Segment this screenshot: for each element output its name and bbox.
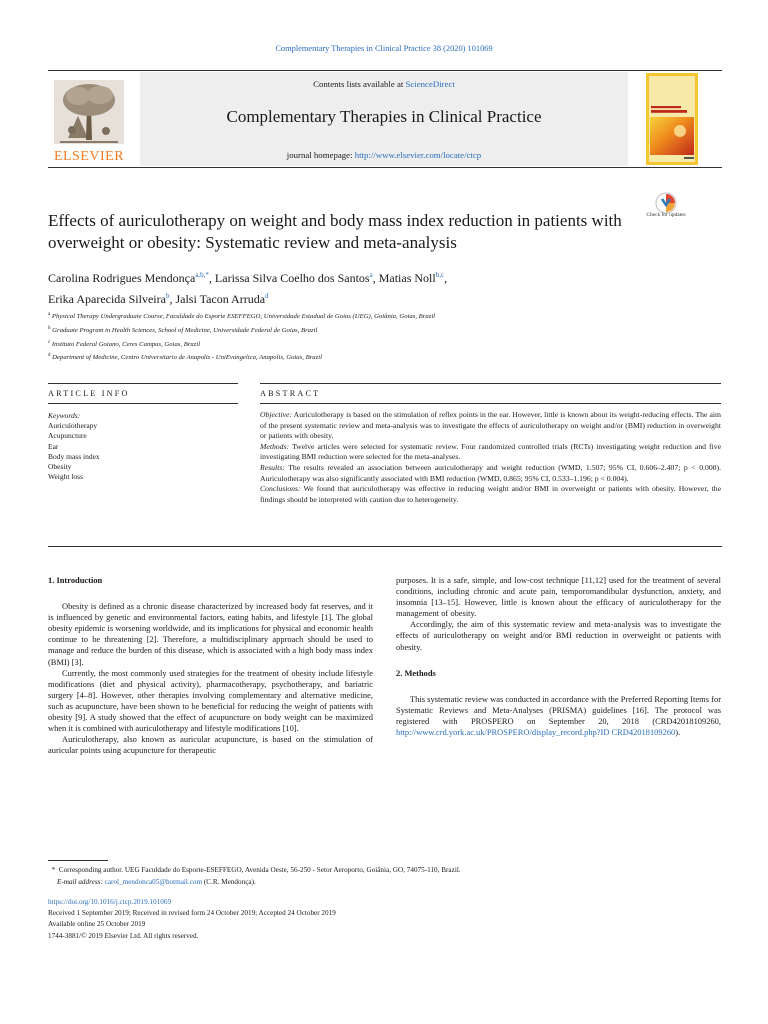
contents-prefix: Contents lists available at <box>313 79 406 89</box>
keyword-item: Obesity <box>48 462 72 472</box>
prospero-link[interactable]: http://www.crd.york.ac.uk/PROSPERO/display_record.php?ID CRD42018109260 <box>396 727 676 738</box>
doi-link[interactable]: https://doi.org/10.1016/j.ctcp.2019.101069 <box>48 898 172 906</box>
methods-paragraph <box>396 694 721 738</box>
affiliation-marker: c <box>48 339 51 345</box>
email-line <box>48 876 722 888</box>
keyword-item: Body mass index <box>48 451 100 461</box>
conclusions-text: We found that auriculotherapy was effective in reducing weight and/or BMI in overweight or patients with obesity. However, the findings should be interpreted with caution due to heterogeneity. <box>260 484 721 504</box>
corresponding-marker: * <box>51 866 56 874</box>
author-separator: , <box>208 271 215 285</box>
results-label: Results: <box>260 462 285 472</box>
available-online: Available online 25 October 2019 <box>48 920 146 929</box>
author-affiliation-marker[interactable]: d <box>265 292 269 300</box>
right-paragraph-1: purposes. It is a safe, simple, and low-cost technique [11,12] used for the treatment of several conditions, including chronic and acute pain, temporomandibular dysfunction, anxiety, and insomnia [13–15]. However, little is known about the efficacy of auriculotherapy for the management of obesity. <box>396 575 721 619</box>
author-list <box>48 266 668 308</box>
methods-text: Twelve articles were selected for systematic review. Four randomized controlled trials (RCTs) investigating weight reduction and five investigating BMI reduction were selected for the meta-analyses. <box>260 441 721 462</box>
journal-cover-thumbnail[interactable] <box>646 73 698 165</box>
objective-label: Objective: <box>260 410 293 419</box>
conclusions-label: Conclusions: <box>260 484 301 494</box>
corresponding-text: Corresponding author. UEG Faculdade do Esporte-ESEFFEGO, Avenida Oeste, 56-250 - Setor Aeroporto, Goiânia, GO, 74075-110, Brazil. <box>58 866 461 874</box>
abstract-objective <box>260 410 721 442</box>
masthead-bottom-rule <box>48 167 722 168</box>
author-affiliation-marker[interactable]: b <box>165 292 170 300</box>
intro-paragraph-3: Auriculotherapy, also known as auricular acupuncture, is based on the stimulation of auricular points using acupuncture for therapeutic <box>48 734 373 756</box>
author-affiliation-marker[interactable]: a,b,* <box>195 271 209 279</box>
methods-label: Methods: <box>260 441 290 451</box>
check-for-updates-icon[interactable] <box>648 191 684 231</box>
intro-paragraph-1: Obesity is defined as a chronic disease characterized by increased body fat reserves, and it is influenced by genetic and environmental factors, eating habits, and lifestyle [1]. The global obesity epidemic is worsening worldwide, and its implications for physical and economic health continue to be threatening [2]. Therefore, a multidisciplinary approach should be used to manage and reduce the burden of this disease, which is associated with a high body mass index (BMI) [3]. <box>48 601 374 667</box>
corresponding-author-note <box>48 864 722 876</box>
affiliation-marker: d <box>48 353 51 359</box>
masthead-top-rule <box>48 70 722 71</box>
methods-paragraph-text: This systematic review was conducted in accordance with the Preferred Reporting Items for Systematic Reviews and Meta-Analyses (PRISMA) guidelines [16]. The protocol was registered with PROSPERO on September 20, 2018 (CRD42018109260, <box>396 693 721 726</box>
keywords-label: Keywords: <box>48 411 81 420</box>
author-name[interactable]: Matias Noll <box>378 271 436 285</box>
results-text: The results revealed an association between auriculotherapy and weight reduction (WMD, 1.507; 95% CI, 0.606–2.407; p < 0.000). Auriculotherapy was also significantly associated with BMI reduction (WMD, 0.865; 95% CI, 0.533–1.196; p < 0.004). <box>260 462 721 483</box>
abstract-divider <box>260 403 721 404</box>
body-left-column <box>48 575 373 756</box>
author-affiliation-marker[interactable]: a <box>369 271 373 279</box>
keyword-item: Auriculotherapy <box>48 421 98 431</box>
keyword-item: Ear <box>48 441 59 451</box>
abstract-text <box>260 410 721 505</box>
intro-heading: 1. Introduction <box>48 575 103 585</box>
author-separator: , <box>372 271 379 285</box>
affiliation-item <box>48 337 668 351</box>
affiliation-text: Department of Medicine, Centro Universitario de Anapolis - UniEvangelica, Anapolis, Goias, Brazil <box>52 354 322 362</box>
homepage-label: journal homepage: <box>286 150 355 160</box>
email-suffix: (C.R. Mendonça). <box>202 878 256 886</box>
copyright: 1744-3881/© 2019 Elsevier Ltd. All rights reserved. <box>48 931 199 940</box>
keywords-block <box>48 411 238 482</box>
intro-paragraph-2: Currently, the most commonly used strategies for the treatment of obesity include lifestyle modifications (diet and physical activity), pharmacotherapy, psychotherapy, and bariatric surgery [4–8]. However, other therapies involving complementary and alternative medicine, such as acupuncture, have been shown to be beneficial for reducing the weight of patients with obesity [9]. A study showed that the effect of acupuncture on body weight can be maximized when it is combined with auriculotherapy and lifestyle modifications [10]. <box>48 667 373 734</box>
homepage-link[interactable]: http://www.elsevier.com/locate/ctcp <box>354 150 482 160</box>
paper-title: Effects of auriculotherapy on weight and body mass index reduction in patients with overweight or obesity: Systematic review and meta-analysis <box>48 211 622 252</box>
check-for-updates-label: Check for updates <box>646 212 686 218</box>
abstract-methods <box>260 442 721 463</box>
affiliation-item <box>48 323 668 337</box>
keyword-item: Weight loss <box>48 472 84 482</box>
journal-title: Complementary Therapies in Clinical Practice <box>226 107 542 126</box>
article-info-heading: ARTICLE INFO <box>48 389 130 398</box>
affiliation-text: Graduate Program in Health Sciences, School of Medicine, Universidade Federal de Goias, Brazil <box>52 327 318 335</box>
author-separator: , <box>169 292 176 306</box>
author-affiliation-marker[interactable]: b,c <box>435 271 445 279</box>
objective-text: Auriculotherapy is based on the stimulation of reflex points in the ear. However, little is known about its weight-reducing effects. The aim of the present systematic review and meta-analysis was to investigate the effects of auriculotherapy on weight and/or (BMI) reduction in overweight or patients with obesity. <box>260 410 721 441</box>
methods-heading: 2. Methods <box>396 667 436 678</box>
sciencedirect-link[interactable]: ScienceDirect <box>405 79 455 89</box>
body-right-column <box>396 575 721 738</box>
running-citation[interactable]: Complementary Therapies in Clinical Practice 38 (2020) 101069 <box>275 44 493 53</box>
email-label: E-mail address: <box>56 878 103 886</box>
article-info-top-rule <box>48 383 238 384</box>
right-paragraph-2: Accordingly, the aim of this systematic review and meta-analysis was to investigate the effects of auriculotherapy on weight and/or BMI reduction in overweight or patients with obesity. <box>396 619 721 652</box>
methods-paragraph-end: ). <box>675 727 681 738</box>
abstract-bottom-rule <box>48 546 722 547</box>
author-separator: , <box>444 271 448 285</box>
affiliation-text: Physical Therapy Undergraduate Course, Faculdade do Esporte ESEFFEGO, Universidade Estadual de Goias (UEG), Goiânia, Goias, Brazil <box>51 313 436 321</box>
abstract-results <box>260 463 721 484</box>
author-name[interactable]: Erika Aparecida Silveira <box>48 292 166 306</box>
author-name[interactable]: Carolina Rodrigues Mendonça <box>48 271 196 285</box>
author-name[interactable]: Jalsi Tacon Arruda <box>175 292 266 306</box>
affiliation-text: Instituto Federal Goiano, Ceres Campus, Goias, Brazil <box>51 340 201 348</box>
journal-homepage <box>140 150 628 160</box>
footnote-rule <box>48 860 108 861</box>
affiliations <box>48 309 668 364</box>
corresponding-footnote <box>48 864 722 888</box>
article-info-divider <box>48 403 238 404</box>
affiliation-item <box>48 350 668 364</box>
author-name[interactable]: Larissa Silva Coelho dos Santos <box>214 271 370 285</box>
keyword-item: Acupuncture <box>48 431 87 441</box>
abstract-heading: ABSTRACT <box>260 389 321 398</box>
abstract-conclusions <box>260 484 721 505</box>
abstract-top-rule <box>260 383 721 384</box>
affiliation-item <box>48 309 668 323</box>
contents-availability <box>140 79 628 89</box>
received-dates: Received 1 September 2019; Received in revised form 24 October 2019; Accepted 24 October 2019 <box>48 909 336 918</box>
email-link[interactable]: carol_mendonca05@hotmail.com <box>104 878 203 886</box>
publication-info <box>48 897 722 942</box>
elsevier-wordmark: ELSEVIER <box>53 149 125 164</box>
affiliation-marker: a <box>48 312 51 317</box>
affiliation-marker: b <box>48 325 51 331</box>
